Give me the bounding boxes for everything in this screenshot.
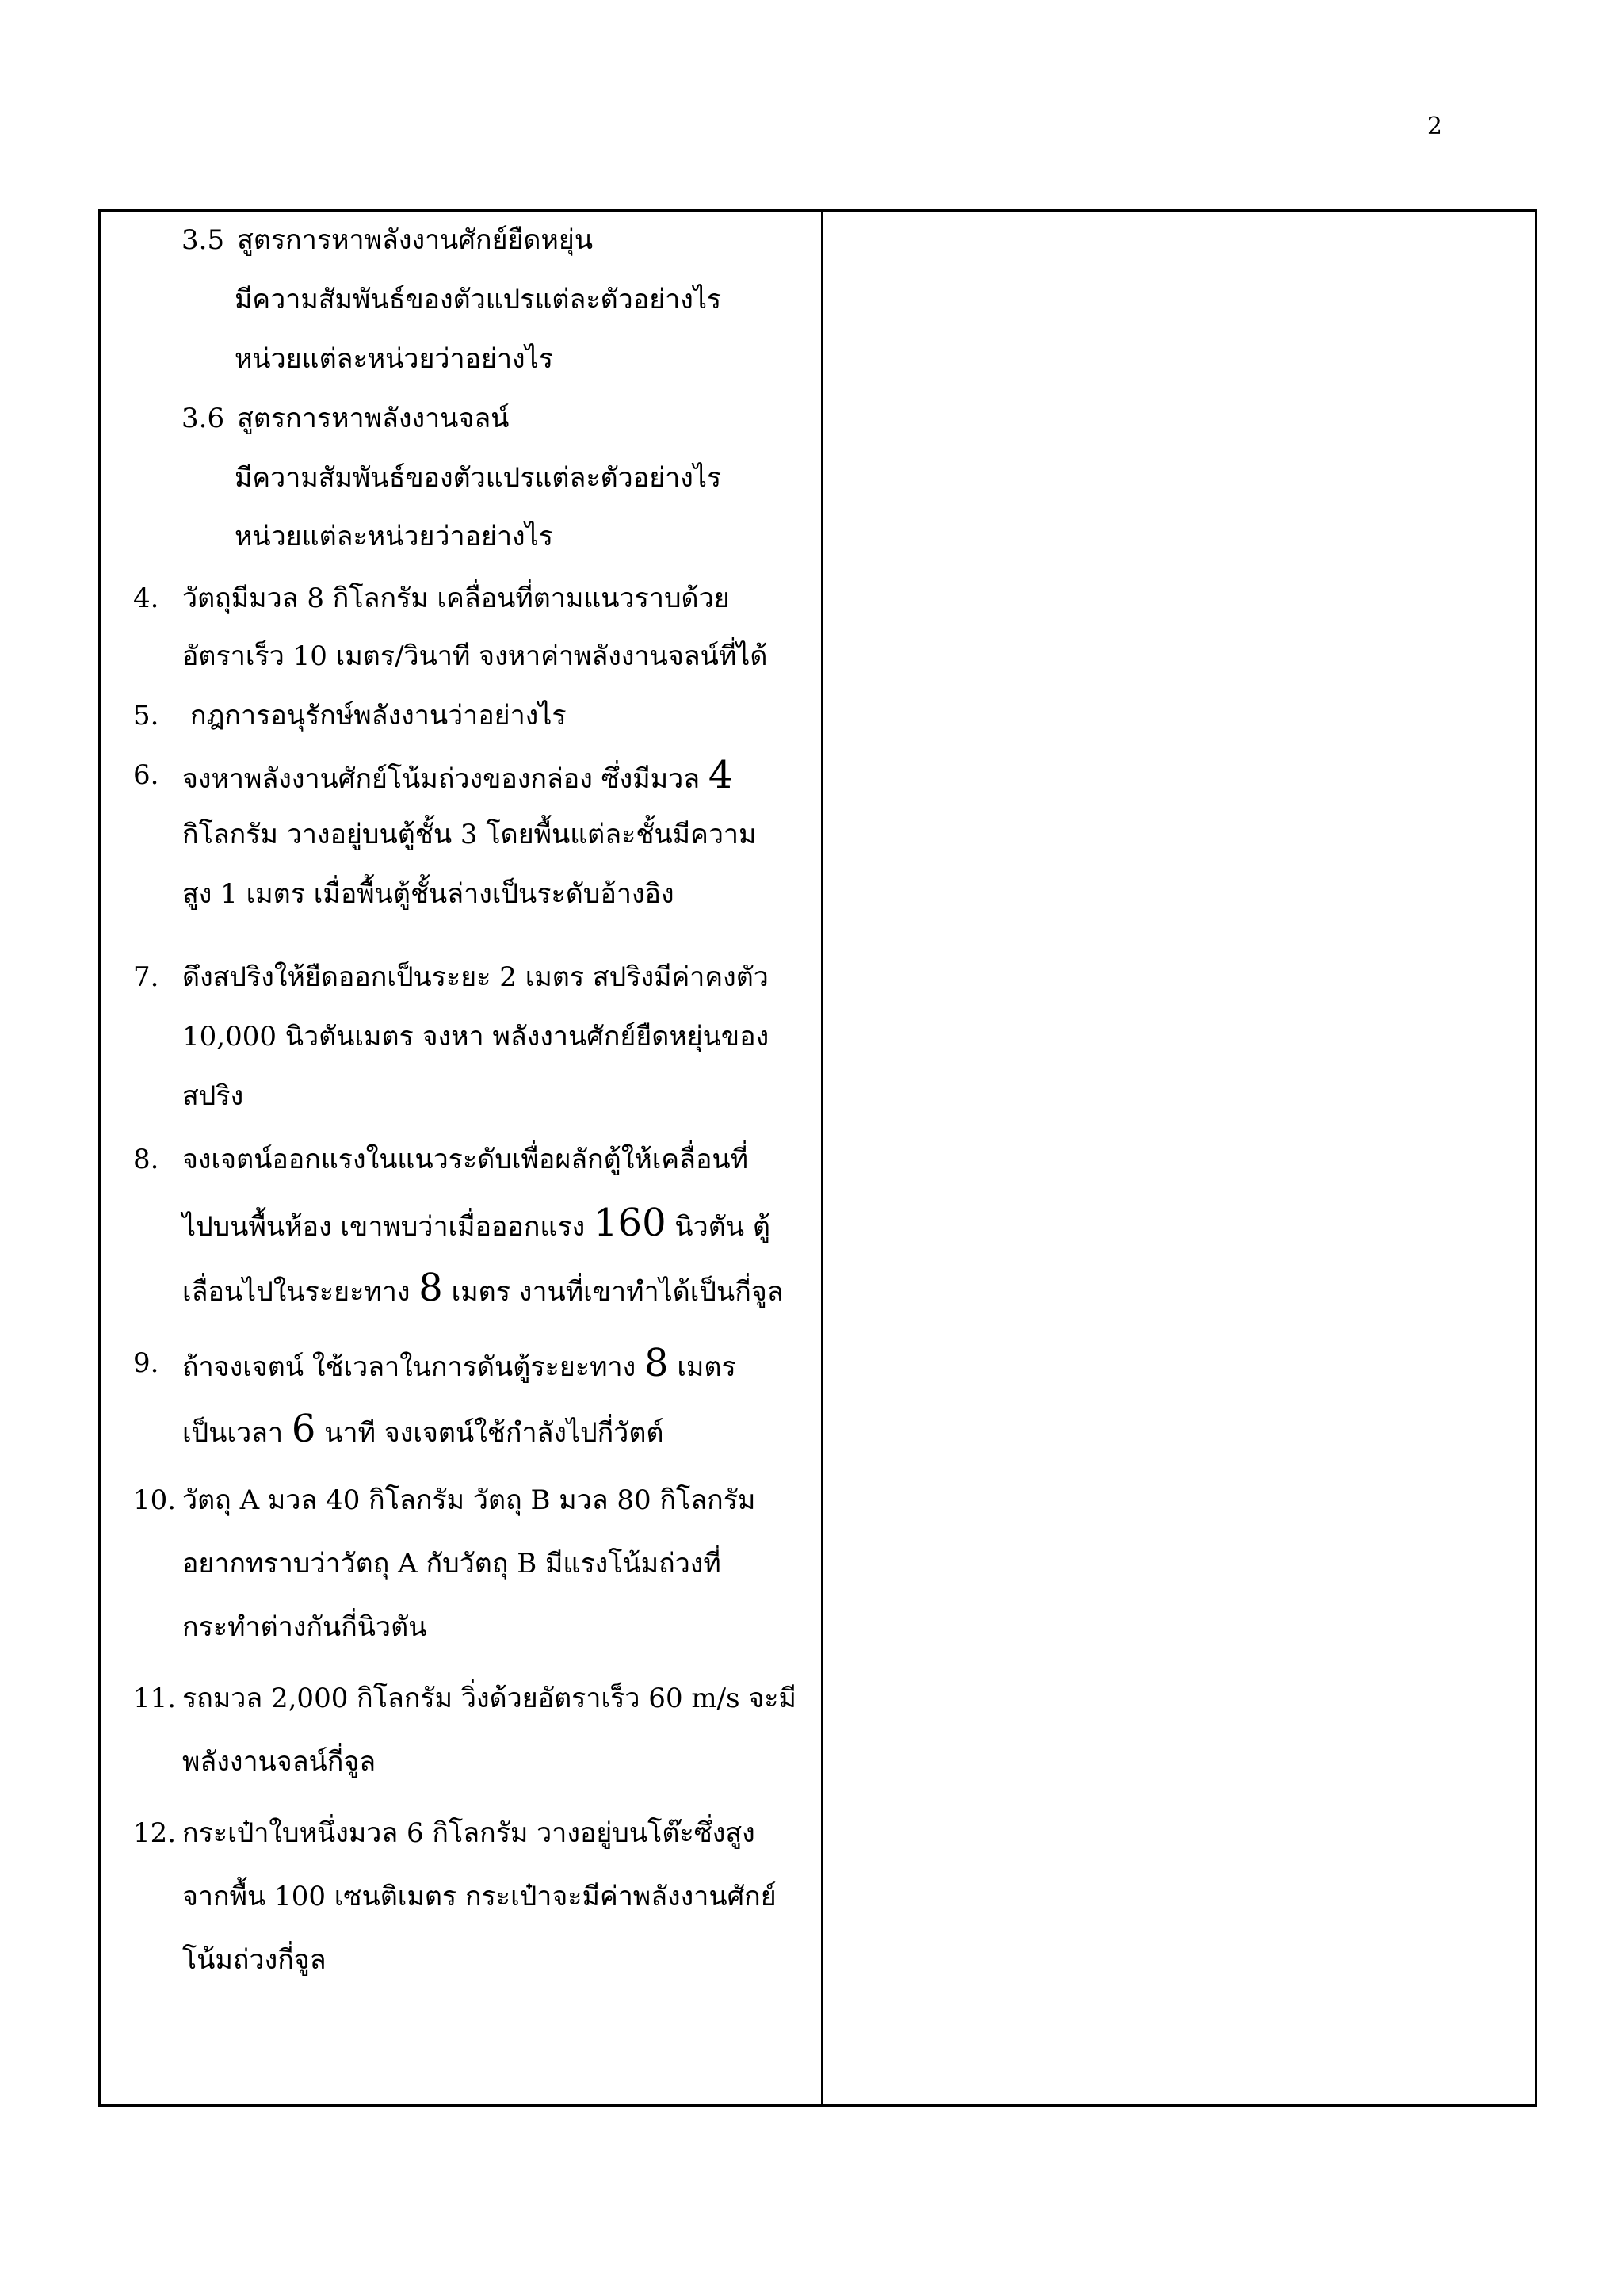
item-9-number: 9. <box>133 1347 159 1379</box>
item-3-6-line-2: มีความสัมพันธ์ของตัวแปรแต่ละตัวอย่างไร <box>235 462 722 494</box>
item-3-5-line-2: มีความสัมพันธ์ของตัวแปรแต่ละตัวอย่างไร <box>235 284 722 315</box>
item-7-line-2: 10,000 นิวตันเมตร จงหา พลังงานศักย์ยืดหยุ่นของ <box>182 1021 769 1052</box>
item-9-line-2: เป็นเวลา 6 นาที จงเจตน์ใช้กำลังไปกี่วัตต์ <box>182 1407 664 1451</box>
item-8-number: 8. <box>133 1144 159 1175</box>
item-3-5-line-3: หน่วยแต่ละหน่วยว่าอย่างไร <box>235 343 554 375</box>
value-distance: 8 <box>418 1266 443 1310</box>
item-10-line-2: อยากทราบว่าวัตถุ A กับวัตถุ B มีแรงโน้มถ่วงที่ <box>182 1548 721 1580</box>
item-7-line-3: สปริง <box>182 1080 244 1112</box>
item-8-line-3: เลื่อนไปในระยะทาง 8 เมตร งานที่เขาทำได้เป็นกี่จูล <box>182 1266 784 1310</box>
item-number: 3.6 <box>181 403 225 434</box>
item-6-line-3: สูง 1 เมตร เมื่อพื้นตู้ชั้นล่างเป็นระดับอ้างอิง <box>182 878 674 910</box>
item-12-line-1: กระเป๋าใบหนึ่งมวล 6 กิโลกรัม วางอยู่บนโต๊ะซึ่งสูง <box>182 1817 755 1849</box>
item-6-line-1: จงหาพลังงานศักย์โน้มถ่วงของกล่อง ซึ่งมีมวล 4 <box>182 753 733 797</box>
item-12-number: 12. <box>133 1817 177 1849</box>
item-9-line-1: ถ้าจงเจตน์ ใช้เวลาในการดันตู้ระยะทาง 8 เมตร <box>182 1341 736 1385</box>
item-12-line-3: โน้มถ่วงกี่จูล <box>182 1944 327 1976</box>
item-4-line-1: วัตถุมีมวล 8 กิโลกรัม เคลื่อนที่ตามแนวราบด้วย <box>182 583 730 614</box>
item-8-line-2: ไปบนพื้นห้อง เขาพบว่าเมื่อออกแรง 160 นิวตัน ตู้ <box>182 1201 770 1245</box>
item-12-line-2: จากพื้น 100 เซนติเมตร กระเป๋าจะมีค่าพลังงานศักย์ <box>182 1881 777 1912</box>
item-3-5-line-1: 3.5 สูตรการหาพลังงานศักย์ยืดหยุ่น <box>181 224 594 256</box>
item-7-number: 7. <box>133 961 159 993</box>
value-mass: 4 <box>708 753 733 797</box>
item-11-line-2: พลังงานจลน์กี่จูล <box>182 1746 376 1778</box>
page-number: 2 <box>1426 113 1442 140</box>
item-11-number: 11. <box>133 1683 177 1714</box>
item-10-line-1: วัตถุ A มวล 40 กิโลกรัม วัตถุ B มวล 80 กิโลกรัม <box>182 1484 756 1516</box>
item-3-6-line-3: หน่วยแต่ละหน่วยว่าอย่างไร <box>235 521 554 552</box>
value-force: 160 <box>594 1201 666 1245</box>
item-11-line-1: รถมวล 2,000 กิโลกรัม วิ่งด้วยอัตราเร็ว 60 m/s จะมี <box>182 1683 796 1714</box>
item-6-line-2: กิโลกรัม วางอยู่บนตู้ชั้น 3 โดยพื้นแต่ละชั้นมีความ <box>182 819 757 850</box>
item-7-line-1: ดึงสปริงให้ยืดออกเป็นระยะ 2 เมตร สปริงมีค่าคงตัว <box>182 961 769 993</box>
column-divider <box>821 212 823 2104</box>
item-5-line-1: กฎการอนุรักษ์พลังงานว่าอย่างไร <box>190 700 567 732</box>
item-number: 3.5 <box>181 224 225 256</box>
item-4-line-2: อัตราเร็ว 10 เมตร/วินาที จงหาค่าพลังงานจลน์ที่ได้ <box>182 640 768 672</box>
value-distance: 8 <box>644 1341 669 1385</box>
item-10-number: 10. <box>133 1484 177 1516</box>
item-5-number: 5. <box>133 700 159 732</box>
item-6-number: 6. <box>133 759 159 791</box>
value-time: 6 <box>291 1407 316 1451</box>
item-10-line-3: กระทำต่างกันกี่นิวตัน <box>182 1611 427 1643</box>
item-8-line-1: จงเจตน์ออกแรงในแนวระดับเพื่อผลักตู้ให้เคลื่อนที่ <box>182 1144 749 1175</box>
item-4-number: 4. <box>133 583 159 614</box>
item-3-6-line-1: 3.6 สูตรการหาพลังงานจลน์ <box>181 403 510 434</box>
